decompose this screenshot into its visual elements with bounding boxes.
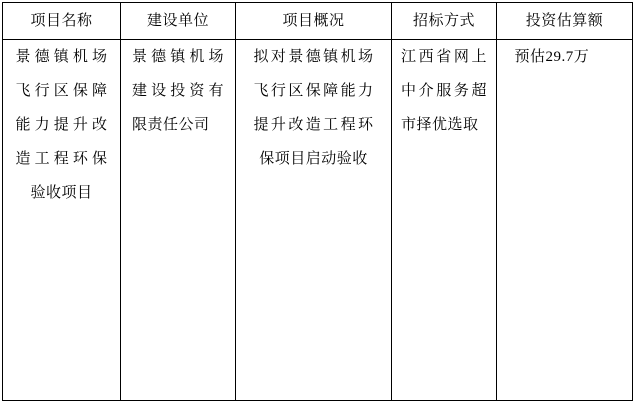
column-header-bidding-method: 招标方式 <box>392 3 497 40</box>
cell-bidding-method <box>392 40 497 401</box>
cell-construction-unit-text: 景德镇机场建设投资有限责任公司 <box>132 49 224 133</box>
project-info-table <box>2 2 633 401</box>
column-header-project-overview: 项目概况 <box>236 3 392 40</box>
cell-construction-unit <box>121 40 236 401</box>
table-header-row <box>3 3 633 40</box>
table-body <box>3 40 633 401</box>
column-header-construction-unit: 建设单位 <box>121 3 236 40</box>
document-page <box>0 2 633 408</box>
cell-project-overview-text: 拟对景德镇机场飞行区保障能力提升改造工程环保项目启动验收 <box>253 49 374 167</box>
cell-project-overview <box>236 40 392 401</box>
cell-project-name <box>3 40 121 401</box>
column-header-investment-estimate: 投资估算额 <box>497 3 633 40</box>
cell-bidding-method-text: 江西省网上中介服务超市择优选取 <box>401 49 487 133</box>
column-header-project-name: 项目名称 <box>3 3 121 40</box>
cell-investment-estimate <box>497 40 633 401</box>
table-header <box>3 3 633 40</box>
cell-investment-estimate-text: 预估29.7万 <box>514 49 590 65</box>
table-row <box>3 40 633 401</box>
cell-project-name-text: 景德镇机场飞行区保障能力提升改造工程环保验收项目 <box>15 49 108 201</box>
